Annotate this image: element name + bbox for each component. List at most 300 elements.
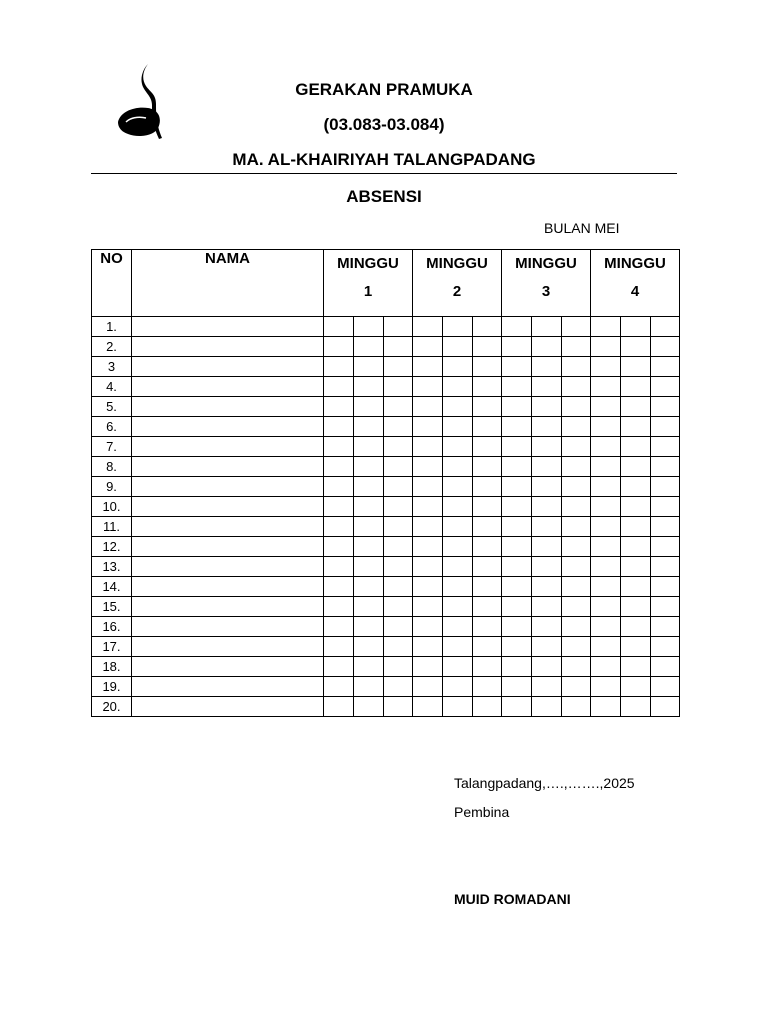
attendance-cell[interactable] xyxy=(473,437,502,457)
attendance-cell[interactable] xyxy=(324,537,354,557)
attendance-cell[interactable] xyxy=(384,597,413,617)
attendance-cell[interactable] xyxy=(651,657,680,677)
attendance-cell[interactable] xyxy=(621,337,651,357)
attendance-cell[interactable] xyxy=(562,377,591,397)
attendance-cell[interactable] xyxy=(651,497,680,517)
attendance-cell[interactable] xyxy=(591,517,621,537)
attendance-cell[interactable] xyxy=(502,537,532,557)
attendance-cell[interactable] xyxy=(621,397,651,417)
attendance-cell[interactable] xyxy=(562,317,591,337)
attendance-cell[interactable] xyxy=(354,417,384,437)
name-cell[interactable] xyxy=(132,477,324,497)
row-number: 3 xyxy=(92,357,132,377)
org-name: GERAKAN PRAMUKA xyxy=(295,80,473,99)
attendance-cell[interactable] xyxy=(384,377,413,397)
attendance-cell[interactable] xyxy=(324,497,354,517)
attendance-cell[interactable] xyxy=(354,697,384,717)
attendance-cell[interactable] xyxy=(562,357,591,377)
signer-role: Pembina xyxy=(454,804,510,820)
attendance-cell[interactable] xyxy=(443,557,473,577)
row-number: 19. xyxy=(92,677,132,697)
attendance-cell[interactable] xyxy=(562,517,591,537)
name-cell[interactable] xyxy=(132,597,324,617)
attendance-cell[interactable] xyxy=(502,397,532,417)
row-number: 10. xyxy=(92,497,132,517)
name-cell[interactable] xyxy=(132,557,324,577)
attendance-cell[interactable] xyxy=(443,337,473,357)
table-row xyxy=(92,517,680,537)
column-header-week-3 xyxy=(502,250,591,317)
attendance-cell[interactable] xyxy=(413,677,443,697)
attendance-cell[interactable] xyxy=(621,537,651,557)
attendance-cell[interactable] xyxy=(443,617,473,637)
attendance-cell[interactable] xyxy=(354,537,384,557)
attendance-cell[interactable] xyxy=(532,477,562,497)
attendance-cell[interactable] xyxy=(324,577,354,597)
attendance-cell[interactable] xyxy=(384,437,413,457)
attendance-cell[interactable] xyxy=(324,337,354,357)
attendance-cell[interactable] xyxy=(532,317,562,337)
column-header-no: NO xyxy=(92,250,132,317)
attendance-cell[interactable] xyxy=(651,357,680,377)
attendance-cell[interactable] xyxy=(354,397,384,417)
attendance-cell[interactable] xyxy=(473,637,502,657)
attendance-cell[interactable] xyxy=(591,477,621,497)
attendance-cell[interactable] xyxy=(651,397,680,417)
attendance-cell[interactable] xyxy=(384,497,413,517)
header-divider xyxy=(91,173,677,174)
attendance-cell[interactable] xyxy=(384,637,413,657)
attendance-cell[interactable] xyxy=(621,437,651,457)
attendance-cell[interactable] xyxy=(591,557,621,577)
name-cell[interactable] xyxy=(132,437,324,457)
attendance-cell[interactable] xyxy=(473,457,502,477)
row-number: 5. xyxy=(92,397,132,417)
attendance-cell[interactable] xyxy=(443,577,473,597)
attendance-cell[interactable] xyxy=(621,497,651,517)
attendance-cell[interactable] xyxy=(502,417,532,437)
week-number: 3 xyxy=(541,283,551,300)
attendance-cell[interactable] xyxy=(473,557,502,577)
attendance-cell[interactable] xyxy=(413,617,443,637)
week-number: 2 xyxy=(452,283,462,300)
attendance-cell[interactable] xyxy=(473,377,502,397)
attendance-cell[interactable] xyxy=(324,517,354,537)
attendance-cell[interactable] xyxy=(621,597,651,617)
attendance-cell[interactable] xyxy=(591,537,621,557)
attendance-cell[interactable] xyxy=(621,617,651,637)
week-number: 1 xyxy=(363,283,373,300)
attendance-cell[interactable] xyxy=(532,337,562,357)
name-cell[interactable] xyxy=(132,677,324,697)
attendance-cell[interactable] xyxy=(562,637,591,657)
attendance-cell[interactable] xyxy=(413,357,443,377)
week-number: 4 xyxy=(630,283,640,300)
attendance-cell[interactable] xyxy=(591,457,621,477)
attendance-cell[interactable] xyxy=(443,377,473,397)
attendance-cell[interactable] xyxy=(651,517,680,537)
attendance-cell[interactable] xyxy=(473,477,502,497)
attendance-cell[interactable] xyxy=(621,417,651,437)
attendance-cell[interactable] xyxy=(443,597,473,617)
name-cell[interactable] xyxy=(132,317,324,337)
attendance-cell[interactable] xyxy=(413,697,443,717)
attendance-cell[interactable] xyxy=(354,337,384,357)
attendance-cell[interactable] xyxy=(473,517,502,537)
attendance-cell[interactable] xyxy=(354,617,384,637)
attendance-cell[interactable] xyxy=(354,637,384,657)
attendance-cell[interactable] xyxy=(443,637,473,657)
attendance-cell[interactable] xyxy=(473,337,502,357)
attendance-cell[interactable] xyxy=(651,317,680,337)
attendance-cell[interactable] xyxy=(562,437,591,457)
attendance-cell[interactable] xyxy=(591,697,621,717)
attendance-cell[interactable] xyxy=(591,417,621,437)
attendance-cell[interactable] xyxy=(621,477,651,497)
table-row xyxy=(92,557,680,577)
week-label: MINGGU xyxy=(337,255,399,272)
attendance-cell[interactable] xyxy=(502,677,532,697)
attendance-cell[interactable] xyxy=(591,377,621,397)
attendance-cell[interactable] xyxy=(413,377,443,397)
attendance-cell[interactable] xyxy=(532,437,562,457)
attendance-cell[interactable] xyxy=(502,657,532,677)
table-row xyxy=(92,437,680,457)
attendance-cell[interactable] xyxy=(562,617,591,637)
attendance-cell[interactable] xyxy=(532,497,562,517)
row-number: 12. xyxy=(92,537,132,557)
attendance-cell[interactable] xyxy=(502,557,532,577)
attendance-cell[interactable] xyxy=(324,637,354,657)
attendance-cell[interactable] xyxy=(413,317,443,337)
row-number: 14. xyxy=(92,577,132,597)
attendance-cell[interactable] xyxy=(324,377,354,397)
attendance-cell[interactable] xyxy=(532,597,562,617)
signer-name: MUID ROMADANI xyxy=(454,891,571,907)
name-cell[interactable] xyxy=(132,417,324,437)
attendance-cell[interactable] xyxy=(621,357,651,377)
attendance-cell[interactable] xyxy=(651,577,680,597)
attendance-cell[interactable] xyxy=(562,697,591,717)
attendance-cell[interactable] xyxy=(502,617,532,637)
attendance-cell[interactable] xyxy=(621,697,651,717)
attendance-cell[interactable] xyxy=(532,377,562,397)
attendance-cell[interactable] xyxy=(384,337,413,357)
attendance-cell[interactable] xyxy=(651,417,680,437)
attendance-cell[interactable] xyxy=(502,497,532,517)
name-cell[interactable] xyxy=(132,357,324,377)
row-number: 16. xyxy=(92,617,132,637)
row-number: 9. xyxy=(92,477,132,497)
attendance-cell[interactable] xyxy=(651,477,680,497)
name-cell[interactable] xyxy=(132,397,324,417)
attendance-cell[interactable] xyxy=(591,577,621,597)
attendance-cell[interactable] xyxy=(443,357,473,377)
row-number: 20. xyxy=(92,697,132,717)
attendance-cell[interactable] xyxy=(532,697,562,717)
column-header-week-4 xyxy=(591,250,680,317)
attendance-cell[interactable] xyxy=(473,597,502,617)
name-cell[interactable] xyxy=(132,337,324,357)
attendance-cell[interactable] xyxy=(621,517,651,537)
attendance-cell[interactable] xyxy=(651,537,680,557)
row-number: 8. xyxy=(92,457,132,477)
attendance-cell[interactable] xyxy=(413,557,443,577)
attendance-cell[interactable] xyxy=(502,597,532,617)
attendance-cell[interactable] xyxy=(384,397,413,417)
attendance-cell[interactable] xyxy=(621,557,651,577)
name-cell[interactable] xyxy=(132,537,324,557)
attendance-cell[interactable] xyxy=(443,477,473,497)
attendance-cell[interactable] xyxy=(354,477,384,497)
attendance-cell[interactable] xyxy=(384,577,413,597)
attendance-cell[interactable] xyxy=(502,437,532,457)
name-cell[interactable] xyxy=(132,457,324,477)
attendance-cell[interactable] xyxy=(324,437,354,457)
attendance-cell[interactable] xyxy=(443,517,473,537)
attendance-cell[interactable] xyxy=(473,657,502,677)
attendance-cell[interactable] xyxy=(384,417,413,437)
attendance-cell[interactable] xyxy=(621,657,651,677)
attendance-cell[interactable] xyxy=(354,557,384,577)
attendance-cell[interactable] xyxy=(591,597,621,617)
attendance-cell[interactable] xyxy=(591,677,621,697)
attendance-cell[interactable] xyxy=(562,597,591,617)
attendance-cell[interactable] xyxy=(354,357,384,377)
attendance-cell[interactable] xyxy=(473,397,502,417)
attendance-cell[interactable] xyxy=(324,357,354,377)
attendance-cell[interactable] xyxy=(502,577,532,597)
attendance-cell[interactable] xyxy=(532,537,562,557)
attendance-cell[interactable] xyxy=(473,617,502,637)
attendance-cell[interactable] xyxy=(473,357,502,377)
attendance-cell[interactable] xyxy=(562,657,591,677)
attendance-cell[interactable] xyxy=(591,437,621,457)
attendance-cell[interactable] xyxy=(324,557,354,577)
attendance-cell[interactable] xyxy=(591,317,621,337)
attendance-cell[interactable] xyxy=(354,317,384,337)
attendance-cell[interactable] xyxy=(384,517,413,537)
name-cell[interactable] xyxy=(132,697,324,717)
name-cell[interactable] xyxy=(132,657,324,677)
attendance-cell[interactable] xyxy=(591,497,621,517)
row-number: 4. xyxy=(92,377,132,397)
attendance-cell[interactable] xyxy=(413,637,443,657)
attendance-cell[interactable] xyxy=(324,697,354,717)
place-date: Talangpadang,….,…….,2025 xyxy=(454,775,635,791)
attendance-cell[interactable] xyxy=(443,697,473,717)
name-cell[interactable] xyxy=(132,617,324,637)
table-row xyxy=(92,337,680,357)
attendance-cell[interactable] xyxy=(413,497,443,517)
attendance-cell[interactable] xyxy=(324,317,354,337)
attendance-cell[interactable] xyxy=(443,537,473,557)
attendance-cell[interactable] xyxy=(473,417,502,437)
attendance-cell[interactable] xyxy=(354,577,384,597)
attendance-cell[interactable] xyxy=(621,457,651,477)
table-row xyxy=(92,597,680,617)
attendance-cell[interactable] xyxy=(591,617,621,637)
attendance-cell[interactable] xyxy=(384,457,413,477)
attendance-cell[interactable] xyxy=(473,577,502,597)
attendance-cell[interactable] xyxy=(621,317,651,337)
attendance-cell[interactable] xyxy=(384,657,413,677)
attendance-cell[interactable] xyxy=(532,637,562,657)
attendance-cell[interactable] xyxy=(324,597,354,617)
attendance-cell[interactable] xyxy=(591,357,621,377)
table-row xyxy=(92,657,680,677)
attendance-cell[interactable] xyxy=(384,357,413,377)
attendance-cell[interactable] xyxy=(532,417,562,437)
attendance-cell[interactable] xyxy=(532,557,562,577)
attendance-cell[interactable] xyxy=(651,617,680,637)
attendance-cell[interactable] xyxy=(354,437,384,457)
attendance-cell[interactable] xyxy=(591,657,621,677)
attendance-cell[interactable] xyxy=(324,417,354,437)
attendance-cell[interactable] xyxy=(354,677,384,697)
attendance-cell[interactable] xyxy=(354,657,384,677)
attendance-cell[interactable] xyxy=(502,517,532,537)
attendance-cell[interactable] xyxy=(651,437,680,457)
table-row xyxy=(92,617,680,637)
attendance-cell[interactable] xyxy=(562,337,591,357)
name-cell[interactable] xyxy=(132,377,324,397)
attendance-cell[interactable] xyxy=(324,657,354,677)
attendance-cell[interactable] xyxy=(384,477,413,497)
attendance-cell[interactable] xyxy=(473,677,502,697)
attendance-cell[interactable] xyxy=(502,317,532,337)
attendance-cell[interactable] xyxy=(502,637,532,657)
attendance-cell[interactable] xyxy=(384,537,413,557)
attendance-cell[interactable] xyxy=(591,337,621,357)
attendance-cell[interactable] xyxy=(413,437,443,457)
name-cell[interactable] xyxy=(132,577,324,597)
attendance-cell[interactable] xyxy=(413,597,443,617)
attendance-cell[interactable] xyxy=(354,497,384,517)
attendance-cell[interactable] xyxy=(651,597,680,617)
attendance-cell[interactable] xyxy=(532,577,562,597)
attendance-cell[interactable] xyxy=(443,397,473,417)
name-cell[interactable] xyxy=(132,517,324,537)
attendance-cell[interactable] xyxy=(621,637,651,657)
attendance-cell[interactable] xyxy=(562,457,591,477)
attendance-cell[interactable] xyxy=(473,537,502,557)
attendance-cell[interactable] xyxy=(502,457,532,477)
attendance-cell[interactable] xyxy=(651,697,680,717)
attendance-cell[interactable] xyxy=(562,477,591,497)
attendance-cell[interactable] xyxy=(384,617,413,637)
name-cell[interactable] xyxy=(132,497,324,517)
attendance-cell[interactable] xyxy=(621,677,651,697)
attendance-cell[interactable] xyxy=(651,677,680,697)
attendance-cell[interactable] xyxy=(562,557,591,577)
row-number: 17. xyxy=(92,637,132,657)
week-label: MINGGU xyxy=(515,255,577,272)
attendance-cell[interactable] xyxy=(651,337,680,357)
org-code: (03.083-03.084) xyxy=(323,115,445,134)
school-name: MA. AL-KHAIRIYAH TALANGPADANG xyxy=(232,150,536,169)
attendance-cell[interactable] xyxy=(502,377,532,397)
attendance-cell[interactable] xyxy=(413,337,443,357)
attendance-cell[interactable] xyxy=(532,357,562,377)
attendance-cell[interactable] xyxy=(562,537,591,557)
attendance-cell[interactable] xyxy=(443,457,473,477)
attendance-cell[interactable] xyxy=(591,397,621,417)
attendance-cell[interactable] xyxy=(502,357,532,377)
attendance-cell[interactable] xyxy=(324,617,354,637)
table-row xyxy=(92,577,680,597)
attendance-cell[interactable] xyxy=(532,397,562,417)
attendance-cell[interactable] xyxy=(354,377,384,397)
attendance-cell[interactable] xyxy=(443,657,473,677)
attendance-cell[interactable] xyxy=(443,497,473,517)
attendance-cell[interactable] xyxy=(354,597,384,617)
attendance-cell[interactable] xyxy=(324,477,354,497)
attendance-cell[interactable] xyxy=(413,457,443,477)
attendance-cell[interactable] xyxy=(443,437,473,457)
attendance-cell[interactable] xyxy=(324,677,354,697)
attendance-cell[interactable] xyxy=(562,497,591,517)
attendance-cell[interactable] xyxy=(354,457,384,477)
attendance-cell[interactable] xyxy=(621,577,651,597)
attendance-cell[interactable] xyxy=(502,477,532,497)
attendance-cell[interactable] xyxy=(502,337,532,357)
attendance-cell[interactable] xyxy=(324,457,354,477)
attendance-cell[interactable] xyxy=(384,557,413,577)
attendance-cell[interactable] xyxy=(413,477,443,497)
attendance-cell[interactable] xyxy=(562,677,591,697)
table-row xyxy=(92,417,680,437)
attendance-cell[interactable] xyxy=(384,317,413,337)
attendance-cell[interactable] xyxy=(591,637,621,657)
attendance-cell[interactable] xyxy=(651,557,680,577)
row-number: 11. xyxy=(92,517,132,537)
attendance-cell[interactable] xyxy=(651,377,680,397)
attendance-cell[interactable] xyxy=(473,497,502,517)
attendance-cell[interactable] xyxy=(651,637,680,657)
attendance-cell[interactable] xyxy=(324,397,354,417)
attendance-cell[interactable] xyxy=(354,517,384,537)
attendance-cell[interactable] xyxy=(413,397,443,417)
attendance-cell[interactable] xyxy=(443,677,473,697)
attendance-cell[interactable] xyxy=(562,577,591,597)
attendance-cell[interactable] xyxy=(413,517,443,537)
attendance-cell[interactable] xyxy=(473,317,502,337)
attendance-cell[interactable] xyxy=(384,677,413,697)
name-cell[interactable] xyxy=(132,637,324,657)
column-header-week-2 xyxy=(413,250,502,317)
attendance-cell[interactable] xyxy=(473,697,502,717)
attendance-cell[interactable] xyxy=(413,417,443,437)
attendance-cell[interactable] xyxy=(502,697,532,717)
attendance-cell[interactable] xyxy=(532,517,562,537)
attendance-cell[interactable] xyxy=(621,377,651,397)
attendance-cell[interactable] xyxy=(532,657,562,677)
attendance-cell[interactable] xyxy=(532,457,562,477)
attendance-cell[interactable] xyxy=(532,677,562,697)
attendance-cell[interactable] xyxy=(413,537,443,557)
attendance-cell[interactable] xyxy=(413,577,443,597)
attendance-cell[interactable] xyxy=(562,397,591,417)
attendance-cell[interactable] xyxy=(443,417,473,437)
attendance-cell[interactable] xyxy=(532,617,562,637)
attendance-cell[interactable] xyxy=(562,417,591,437)
attendance-cell[interactable] xyxy=(443,317,473,337)
attendance-cell[interactable] xyxy=(384,697,413,717)
attendance-cell[interactable] xyxy=(413,657,443,677)
attendance-table xyxy=(91,249,680,717)
attendance-cell[interactable] xyxy=(651,457,680,477)
